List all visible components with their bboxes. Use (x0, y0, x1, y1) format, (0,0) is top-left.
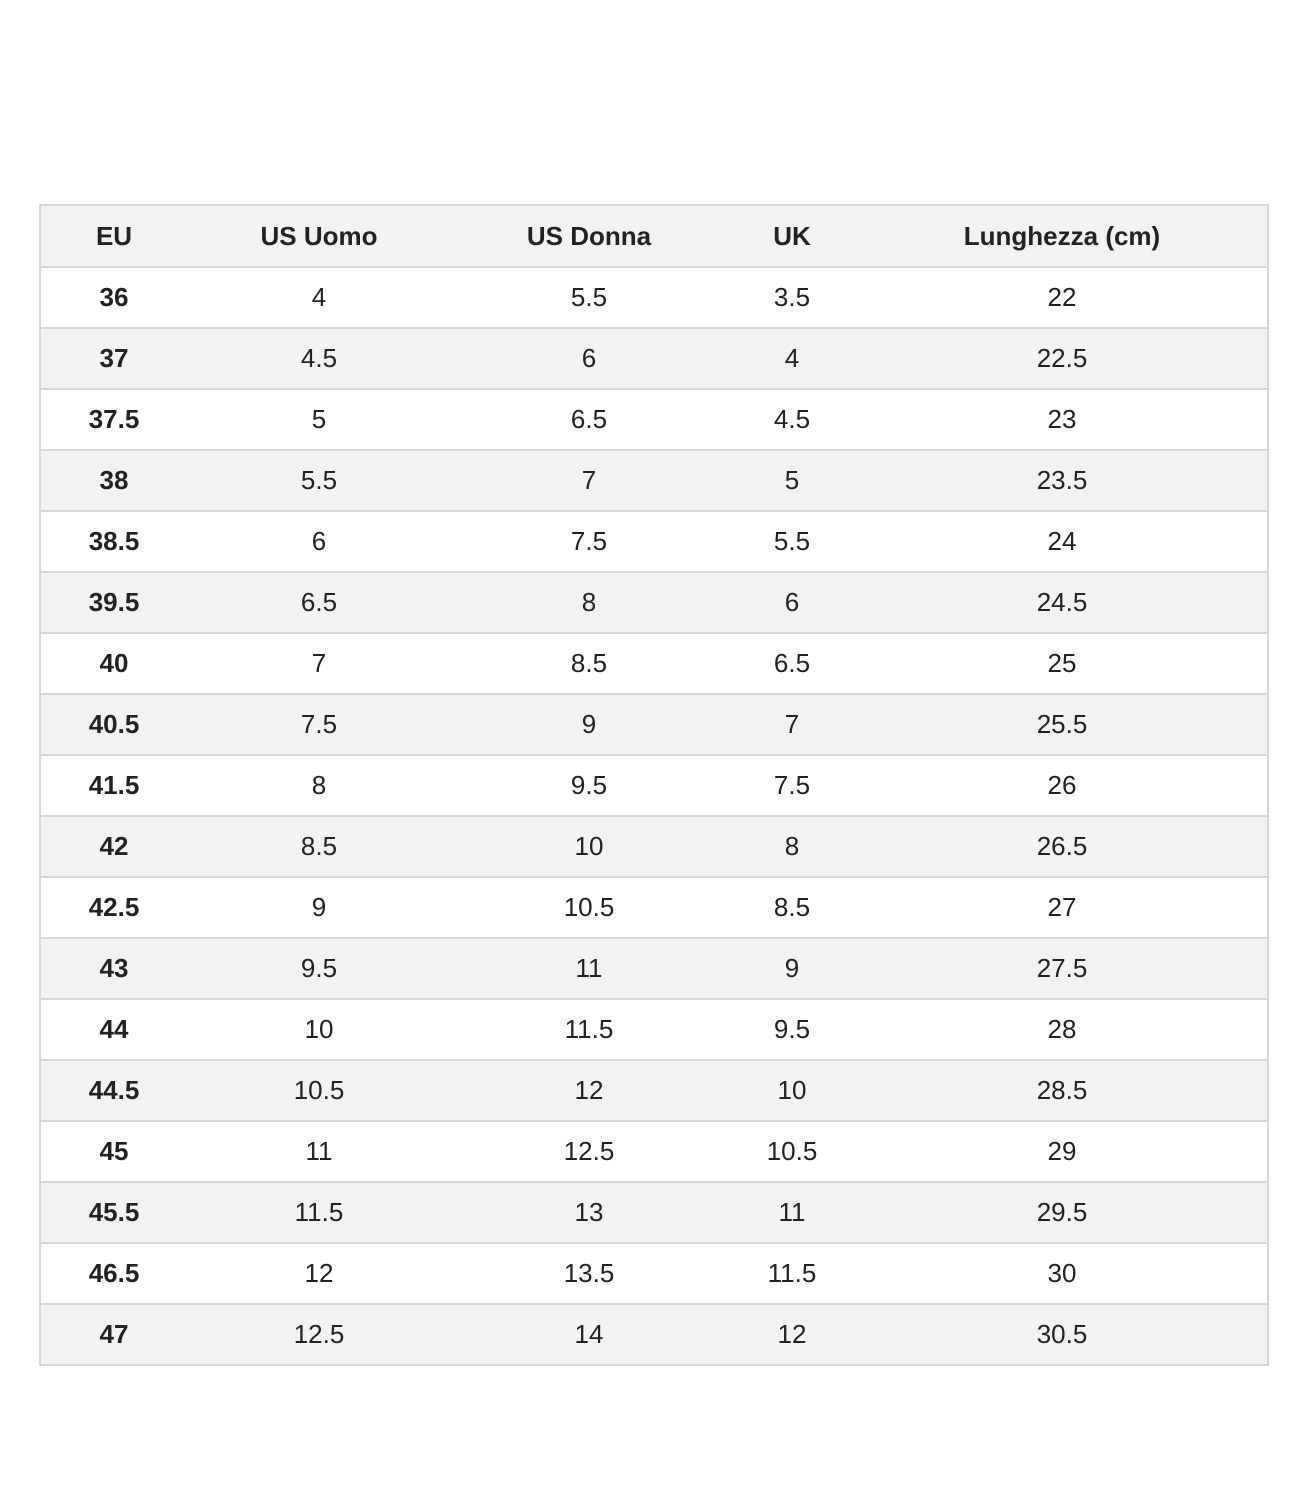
cell-us-men: 10 (187, 999, 451, 1060)
cell-us-men: 6 (187, 511, 451, 572)
cell-us-women: 10.5 (451, 877, 727, 938)
cell-eu: 43 (40, 938, 187, 999)
cell-eu: 42 (40, 816, 187, 877)
table-row (40, 694, 1268, 755)
cell-length-cm: 22.5 (857, 328, 1268, 389)
cell-us-men: 8.5 (187, 816, 451, 877)
cell-us-women: 13.5 (451, 1243, 727, 1304)
cell-uk: 9.5 (727, 999, 857, 1060)
cell-length-cm: 26 (857, 755, 1268, 816)
cell-uk: 8.5 (727, 877, 857, 938)
cell-us-men: 9.5 (187, 938, 451, 999)
table-row (40, 816, 1268, 877)
cell-length-cm: 30.5 (857, 1304, 1268, 1365)
header-uk: UK (727, 205, 857, 267)
cell-length-cm: 29 (857, 1121, 1268, 1182)
cell-uk: 10.5 (727, 1121, 857, 1182)
cell-us-men: 12 (187, 1243, 451, 1304)
table-row (40, 1304, 1268, 1365)
cell-us-women: 12 (451, 1060, 727, 1121)
cell-length-cm: 28.5 (857, 1060, 1268, 1121)
cell-us-men: 6.5 (187, 572, 451, 633)
cell-eu: 38.5 (40, 511, 187, 572)
cell-eu: 40.5 (40, 694, 187, 755)
cell-eu: 44 (40, 999, 187, 1060)
cell-us-women: 14 (451, 1304, 727, 1365)
cell-us-men: 11.5 (187, 1182, 451, 1243)
size-chart-table (39, 204, 1269, 1366)
table-row (40, 1182, 1268, 1243)
table-row (40, 511, 1268, 572)
cell-eu: 42.5 (40, 877, 187, 938)
cell-uk: 6 (727, 572, 857, 633)
cell-length-cm: 25.5 (857, 694, 1268, 755)
cell-us-women: 11.5 (451, 999, 727, 1060)
cell-us-men: 9 (187, 877, 451, 938)
cell-eu: 37 (40, 328, 187, 389)
header-eu: EU (40, 205, 187, 267)
cell-us-women: 6 (451, 328, 727, 389)
table-row (40, 877, 1268, 938)
cell-eu: 38 (40, 450, 187, 511)
table-row (40, 450, 1268, 511)
table-row (40, 755, 1268, 816)
cell-eu: 39.5 (40, 572, 187, 633)
cell-uk: 4 (727, 328, 857, 389)
cell-uk: 8 (727, 816, 857, 877)
cell-uk: 3.5 (727, 267, 857, 328)
cell-us-women: 13 (451, 1182, 727, 1243)
table-row (40, 1121, 1268, 1182)
table-row (40, 1243, 1268, 1304)
size-chart-container (39, 204, 1267, 1349)
cell-eu: 37.5 (40, 389, 187, 450)
cell-us-women: 9 (451, 694, 727, 755)
header-length-cm: Lunghezza (cm) (857, 205, 1268, 267)
cell-length-cm: 25 (857, 633, 1268, 694)
cell-us-women: 12.5 (451, 1121, 727, 1182)
cell-eu: 41.5 (40, 755, 187, 816)
cell-eu: 44.5 (40, 1060, 187, 1121)
cell-us-women: 10 (451, 816, 727, 877)
cell-length-cm: 29.5 (857, 1182, 1268, 1243)
cell-uk: 5 (727, 450, 857, 511)
cell-us-women: 7.5 (451, 511, 727, 572)
cell-us-women: 8.5 (451, 633, 727, 694)
cell-eu: 46.5 (40, 1243, 187, 1304)
cell-us-men: 5.5 (187, 450, 451, 511)
cell-us-women: 6.5 (451, 389, 727, 450)
cell-uk: 6.5 (727, 633, 857, 694)
cell-length-cm: 24.5 (857, 572, 1268, 633)
table-row (40, 267, 1268, 328)
cell-uk: 12 (727, 1304, 857, 1365)
cell-length-cm: 26.5 (857, 816, 1268, 877)
cell-length-cm: 23.5 (857, 450, 1268, 511)
cell-us-men: 10.5 (187, 1060, 451, 1121)
cell-us-men: 8 (187, 755, 451, 816)
table-row (40, 938, 1268, 999)
cell-us-women: 5.5 (451, 267, 727, 328)
table-row (40, 572, 1268, 633)
cell-uk: 5.5 (727, 511, 857, 572)
cell-length-cm: 28 (857, 999, 1268, 1060)
cell-length-cm: 23 (857, 389, 1268, 450)
cell-eu: 45.5 (40, 1182, 187, 1243)
cell-eu: 40 (40, 633, 187, 694)
cell-uk: 7 (727, 694, 857, 755)
table-header-row (40, 205, 1268, 267)
cell-length-cm: 27.5 (857, 938, 1268, 999)
header-us-women: US Donna (451, 205, 727, 267)
cell-length-cm: 30 (857, 1243, 1268, 1304)
cell-us-men: 4.5 (187, 328, 451, 389)
cell-us-men: 11 (187, 1121, 451, 1182)
cell-us-women: 8 (451, 572, 727, 633)
cell-length-cm: 22 (857, 267, 1268, 328)
cell-uk: 4.5 (727, 389, 857, 450)
table-row (40, 633, 1268, 694)
cell-uk: 7.5 (727, 755, 857, 816)
header-us-men: US Uomo (187, 205, 451, 267)
cell-uk: 11 (727, 1182, 857, 1243)
cell-us-women: 11 (451, 938, 727, 999)
cell-uk: 10 (727, 1060, 857, 1121)
cell-eu: 45 (40, 1121, 187, 1182)
table-row (40, 1060, 1268, 1121)
table-row (40, 328, 1268, 389)
cell-us-women: 7 (451, 450, 727, 511)
cell-uk: 9 (727, 938, 857, 999)
cell-uk: 11.5 (727, 1243, 857, 1304)
cell-us-men: 7.5 (187, 694, 451, 755)
cell-us-women: 9.5 (451, 755, 727, 816)
cell-eu: 47 (40, 1304, 187, 1365)
cell-eu: 36 (40, 267, 187, 328)
cell-us-men: 4 (187, 267, 451, 328)
table-row (40, 999, 1268, 1060)
cell-length-cm: 27 (857, 877, 1268, 938)
cell-us-men: 7 (187, 633, 451, 694)
cell-us-men: 12.5 (187, 1304, 451, 1365)
cell-length-cm: 24 (857, 511, 1268, 572)
cell-us-men: 5 (187, 389, 451, 450)
table-row (40, 389, 1268, 450)
